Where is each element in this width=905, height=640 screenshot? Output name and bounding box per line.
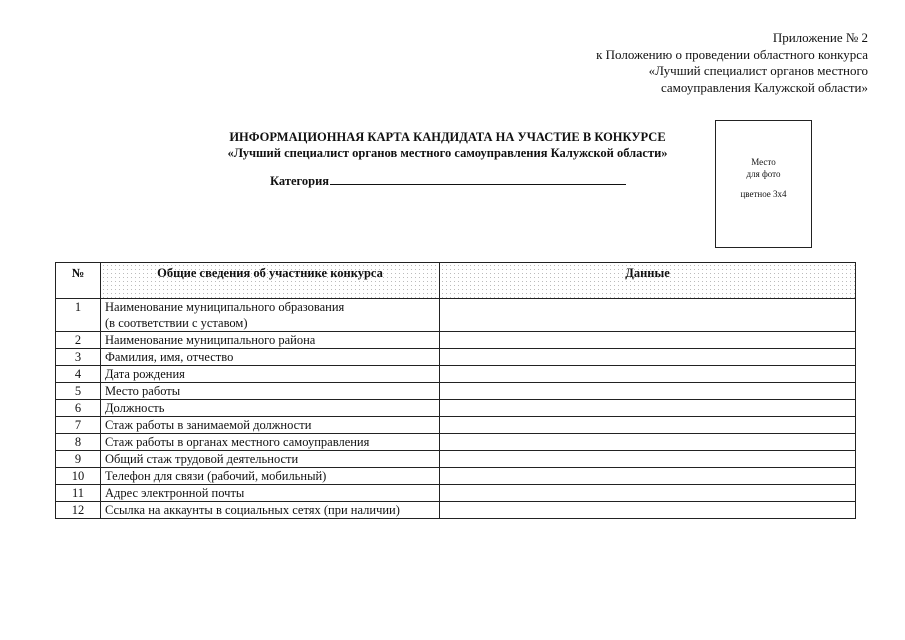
photo-text-3: цветное 3х4: [740, 189, 787, 199]
row-label: Стаж работы в органах местного самоуправления: [101, 434, 440, 451]
table-row: [56, 400, 856, 417]
table-row: [56, 299, 856, 332]
row-label: Адрес электронной почты: [101, 485, 440, 502]
row-number: 9: [56, 451, 101, 468]
row-label: Общий стаж трудовой деятельности: [101, 451, 440, 468]
row-label: Стаж работы в занимаемой должности: [101, 417, 440, 434]
table-row: [56, 434, 856, 451]
row-value[interactable]: [440, 434, 856, 451]
appendix-header: [596, 30, 868, 96]
candidate-info-table: [55, 262, 856, 519]
appendix-line-3: «Лучший специалист органов местного: [648, 63, 868, 78]
row-label: Фамилия, имя, отчество: [101, 349, 440, 366]
row-value[interactable]: [440, 468, 856, 485]
table-row: [56, 332, 856, 349]
photo-placeholder: [715, 120, 812, 248]
table-row: [56, 383, 856, 400]
appendix-line-1: Приложение № 2: [772, 30, 868, 45]
row-value[interactable]: [440, 383, 856, 400]
row-label: Телефон для связи (рабочий, мобильный): [101, 468, 440, 485]
row-number: 11: [56, 485, 101, 502]
table-row: [56, 451, 856, 468]
row-number: 6: [56, 400, 101, 417]
row-value[interactable]: [440, 349, 856, 366]
row-label: Должность: [101, 400, 440, 417]
table-row: [56, 417, 856, 434]
row-value[interactable]: [440, 400, 856, 417]
row-label: Дата рождения: [101, 366, 440, 383]
row-label-line-1: Наименование муниципального образования: [105, 300, 345, 314]
row-value[interactable]: [440, 485, 856, 502]
appendix-line-2: к Положению о проведении областного конкурса: [596, 46, 868, 62]
category-blank-line[interactable]: [330, 173, 626, 185]
row-label: Место работы: [101, 383, 440, 400]
row-number: 12: [56, 502, 101, 519]
row-number: 1: [56, 299, 101, 332]
row-value[interactable]: [440, 502, 856, 519]
table-row: [56, 468, 856, 485]
row-label: [101, 299, 440, 332]
category-label: Категория: [270, 174, 330, 188]
row-number: 5: [56, 383, 101, 400]
row-label: Ссылка на аккаунты в социальных сетях (при наличии): [101, 502, 440, 519]
row-number: 8: [56, 434, 101, 451]
table-row: [56, 485, 856, 502]
row-label-line-2: (в соответствии с уставом): [105, 316, 248, 330]
category-field: [270, 173, 626, 189]
document-title: [200, 129, 695, 161]
title-line-1: ИНФОРМАЦИОННАЯ КАРТА КАНДИДАТА НА УЧАСТИЕ В КОНКУРСЕ: [229, 130, 666, 144]
appendix-line-4: самоуправления Калужской области»: [660, 79, 868, 95]
header-general-info: Общие сведения об участнике конкурса: [101, 263, 440, 299]
row-value[interactable]: [440, 366, 856, 383]
table-row: [56, 349, 856, 366]
header-number: №: [56, 263, 101, 299]
row-value[interactable]: [440, 299, 856, 332]
row-number: 7: [56, 417, 101, 434]
row-value[interactable]: [440, 332, 856, 349]
table-row: [56, 502, 856, 519]
row-number: 4: [56, 366, 101, 383]
table-header-row: [56, 263, 856, 299]
table-row: [56, 366, 856, 383]
title-line-2: «Лучший специалист органов местного самоуправления Калужской области»: [227, 146, 668, 160]
header-data: Данные: [440, 263, 856, 299]
row-number: 2: [56, 332, 101, 349]
photo-text-2: для фото: [746, 169, 781, 179]
row-value[interactable]: [440, 451, 856, 468]
row-number: 3: [56, 349, 101, 366]
row-value[interactable]: [440, 417, 856, 434]
row-number: 10: [56, 468, 101, 485]
row-label: Наименование муниципального района: [101, 332, 440, 349]
photo-text-1: Место: [751, 157, 776, 167]
